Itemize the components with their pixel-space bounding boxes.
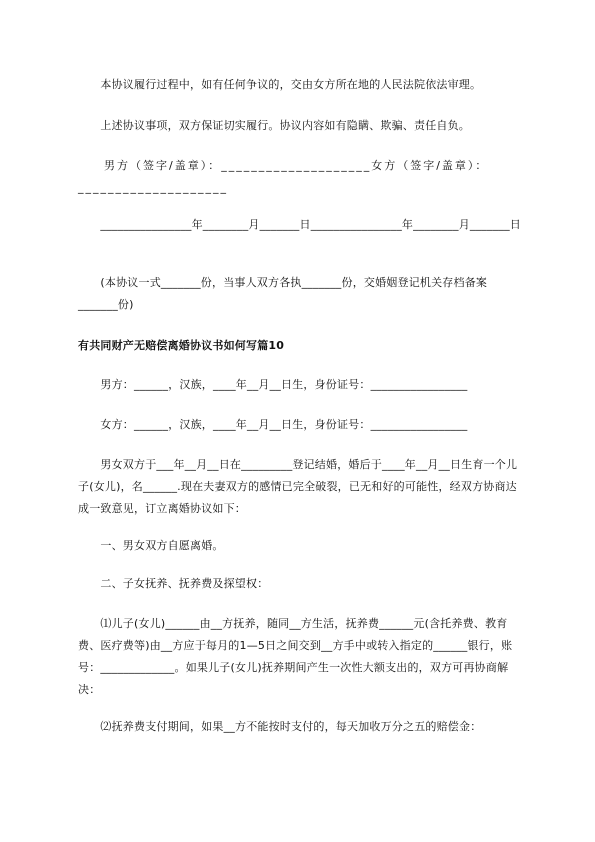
- clause-one: 一、男女双方自愿离婚。: [78, 539, 224, 552]
- date-line: ________________年________月_______日________________年________月_______日: [78, 218, 521, 231]
- husband-info-line: 男方：______，汉族，____年__月__日生，身份证号：_________________: [78, 378, 468, 391]
- child-support-paragraph: ⑴儿子(女儿)______由__方抚养，随同__方生活，抚养费______元(含托养费、教育费、医疗费等)由__方应于每月的1—5日之间交到__方手中或转入指定的______银行，账号：_____________。如果儿子(女儿)抚养期间产生一次性大额支出的，双方可再协商解决：: [78, 617, 513, 696]
- signature-line: 男方（签字/盖章）：____________________女方（签字/盖章）：____________________: [78, 159, 489, 194]
- guarantee-paragraph: 上述协议事项，双方保证切实履行。协议内容如有隐瞒、欺骗、责任自负。: [78, 119, 470, 132]
- copies-note: (本协议一式_______份，当事人双方各执_______份，交婚姻登记机关存档备案_______份): [78, 276, 488, 311]
- clause-two-heading: 二、子女抚养、抚养费及探望权：: [78, 577, 269, 590]
- wife-info-line: 女方：______，汉族，____年__月__日生，身份证号：_________________: [78, 418, 468, 431]
- dispute-clause-paragraph: 本协议履行过程中，如有任何争议的，交由女方所在地的人民法院依法审理。: [78, 78, 482, 91]
- marriage-statement-paragraph: 男女双方于___年__月__日在_________登记结婚，婚后于____年__月__日生育一个儿子(女儿)，名______.现在夫妻双方的感情已完全破裂，已无和好的可能性，经双方协商达成一致意见，订立离婚协议如下：: [78, 458, 518, 515]
- section-heading: 有共同财产无赔偿离婚协议书如何写篇10: [78, 339, 285, 352]
- late-payment-paragraph: ⑵抚养费支付期间，如果__方不能按时支付的，每天加收万分之五的赔偿金：: [78, 720, 482, 733]
